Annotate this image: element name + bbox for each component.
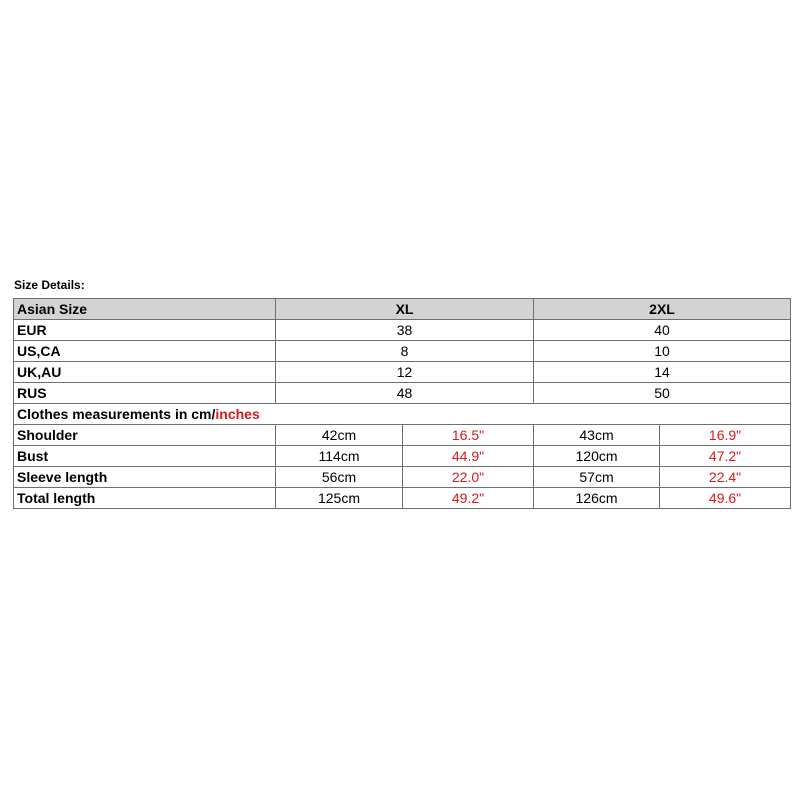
header-row xyxy=(14,299,791,320)
row-label: Sleeve length xyxy=(14,467,276,488)
xl-value: 12 xyxy=(276,362,534,383)
2xl-value: 50 xyxy=(534,383,791,404)
conversion-row-us-ca xyxy=(14,341,791,362)
2xl-cm-value: 126cm xyxy=(534,488,660,509)
row-label: EUR xyxy=(14,320,276,341)
xl-inch-value: 22.0" xyxy=(403,467,534,488)
measurements-section-row xyxy=(14,404,791,425)
size-header-2xl: 2XL xyxy=(534,299,791,320)
2xl-inch-value: 47.2" xyxy=(660,446,791,467)
xl-cm-value: 114cm xyxy=(276,446,403,467)
xl-cm-value: 56cm xyxy=(276,467,403,488)
xl-cm-value: 42cm xyxy=(276,425,403,446)
xl-cm-value: 125cm xyxy=(276,488,403,509)
xl-value: 48 xyxy=(276,383,534,404)
xl-value: 38 xyxy=(276,320,534,341)
2xl-inch-value: 22.4" xyxy=(660,467,791,488)
xl-value: 8 xyxy=(276,341,534,362)
measurement-row-bust xyxy=(14,446,791,467)
row-label: Total length xyxy=(14,488,276,509)
xl-inch-value: 44.9" xyxy=(403,446,534,467)
measurement-row-shoulder xyxy=(14,425,791,446)
size-details-heading: Size Details: xyxy=(14,278,85,292)
asian-size-label: Asian Size xyxy=(14,299,276,320)
row-label: RUS xyxy=(14,383,276,404)
measurements-section-title xyxy=(14,404,791,425)
2xl-cm-value: 57cm xyxy=(534,467,660,488)
conversion-row-rus xyxy=(14,383,791,404)
2xl-inch-value: 49.6" xyxy=(660,488,791,509)
row-label: Bust xyxy=(14,446,276,467)
2xl-value: 10 xyxy=(534,341,791,362)
row-label: UK,AU xyxy=(14,362,276,383)
measurement-row-sleeve-length xyxy=(14,467,791,488)
xl-inch-value: 49.2" xyxy=(403,488,534,509)
2xl-inch-value: 16.9" xyxy=(660,425,791,446)
2xl-value: 14 xyxy=(534,362,791,383)
row-label: Shoulder xyxy=(14,425,276,446)
row-label: US,CA xyxy=(14,341,276,362)
measurement-row-total-length xyxy=(14,488,791,509)
size-chart-table xyxy=(13,298,791,509)
size-header-xl: XL xyxy=(276,299,534,320)
2xl-cm-value: 43cm xyxy=(534,425,660,446)
measurements-title-prefix: Clothes measurements in cm/ xyxy=(17,406,216,422)
2xl-cm-value: 120cm xyxy=(534,446,660,467)
conversion-row-uk-au xyxy=(14,362,791,383)
conversion-row-eur xyxy=(14,320,791,341)
xl-inch-value: 16.5" xyxy=(403,425,534,446)
2xl-value: 40 xyxy=(534,320,791,341)
measurements-title-unit: inches xyxy=(215,406,260,422)
